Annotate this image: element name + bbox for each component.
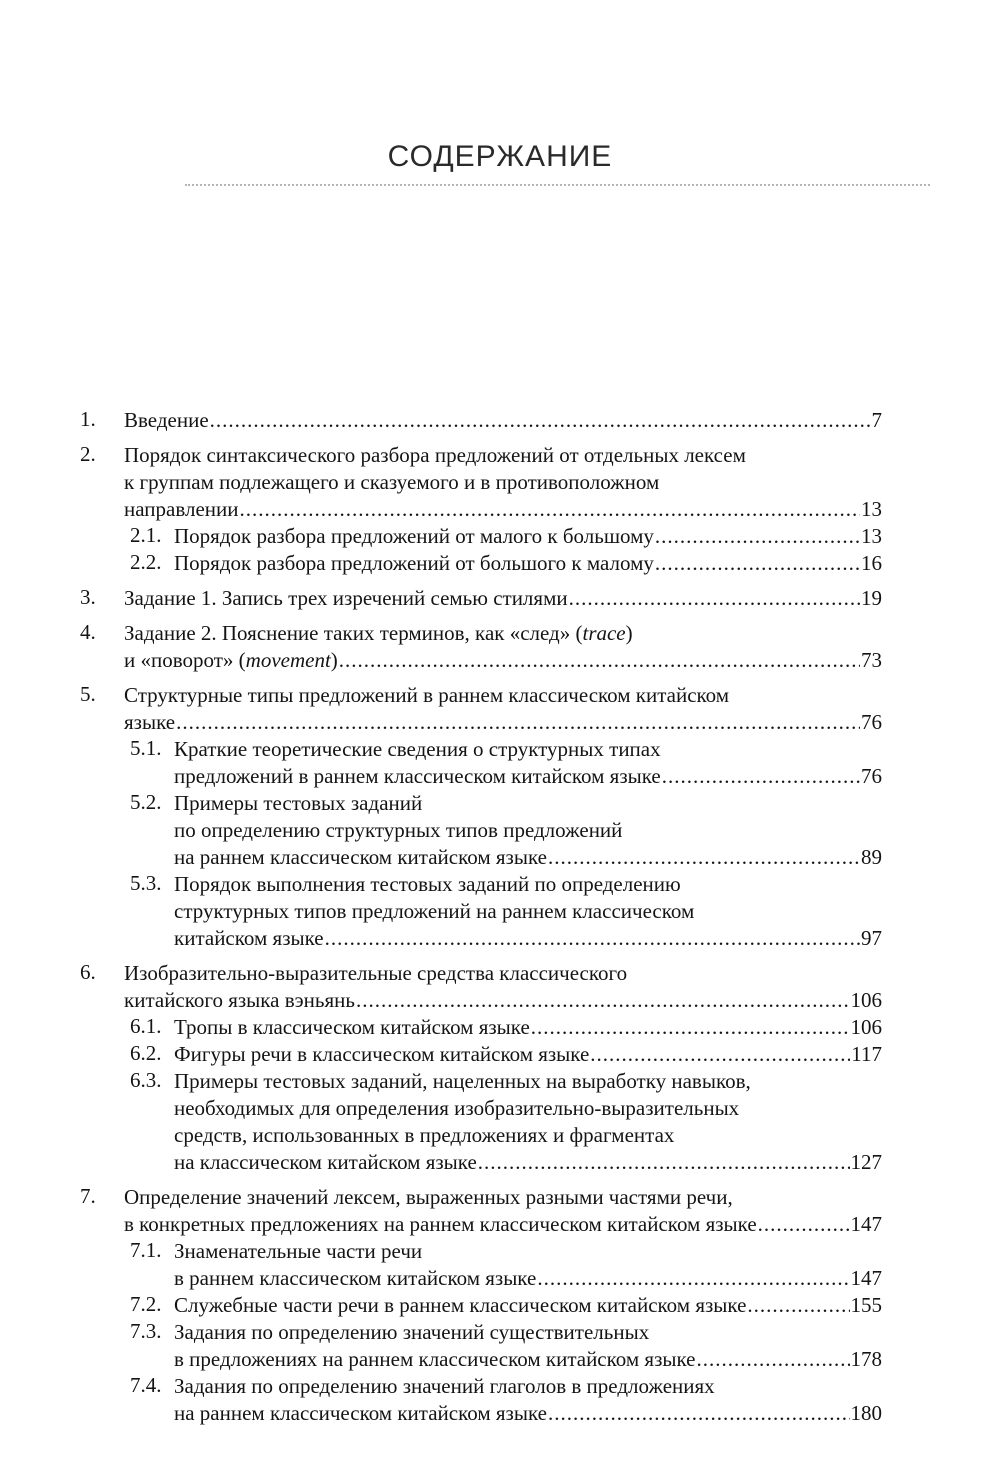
toc-title-line: в конкретных предложениях на раннем классическом китайском языке (124, 1212, 757, 1236)
toc-subentry-2-1 (130, 523, 882, 550)
dot-leader (210, 407, 871, 434)
toc-number: 3. (80, 585, 96, 609)
toc-page: 106 (850, 1015, 882, 1039)
dot-leader (339, 647, 860, 674)
toc-number: 2. (80, 442, 96, 466)
toc-subtitle-line: Краткие теоретические сведения о структурных типах (174, 737, 661, 761)
toc-subtitle-line: в предложениях на раннем классическом китайском языке (174, 1347, 696, 1371)
toc-subnumber: 5.3. (130, 871, 162, 895)
toc-subtitle-line: Задания по определению значений глаголов в предложениях (174, 1374, 715, 1398)
toc-page: 16 (861, 551, 882, 575)
toc-entry-6 (80, 960, 882, 1176)
title-divider (185, 184, 930, 186)
toc-subtitle-line: Примеры тестовых заданий (174, 791, 423, 815)
toc-number: 5. (80, 682, 96, 706)
toc-title: Задание 1. Запись трех изречений семью стилями (124, 586, 568, 610)
toc-page: 117 (851, 1042, 882, 1066)
toc-entry-2 (80, 442, 882, 577)
toc-entry-3 (80, 585, 882, 612)
toc-subentry-5-2 (130, 790, 882, 871)
toc-subnumber: 6.2. (130, 1041, 162, 1065)
dot-leader (662, 763, 860, 790)
toc-subtitle-line: на классическом китайском языке (174, 1150, 477, 1174)
term-trace: trace (582, 621, 626, 645)
toc-subtitle: Фигуры речи в классическом китайском языке (174, 1042, 590, 1066)
dot-leader (747, 1292, 849, 1319)
toc-page: 147 (850, 1266, 882, 1290)
toc-subtitle-line: предложений в раннем классическом китайском языке (174, 764, 661, 788)
toc-title-line: китайского языка вэньянь (124, 988, 355, 1012)
toc-subtitle-line: средств, использованных в предложениях и фрагментах (174, 1123, 675, 1147)
toc-subentry-7-2 (130, 1292, 882, 1319)
toc-subnumber: 5.1. (130, 736, 162, 760)
toc-page: 147 (850, 1212, 882, 1236)
toc-subtitle-line: на раннем классическом китайском языке (174, 1401, 547, 1425)
dot-leader (478, 1149, 850, 1176)
toc-subentry-5-3 (130, 871, 882, 952)
toc-page: 97 (861, 926, 882, 950)
toc-page: 19 (861, 586, 882, 610)
dot-leader (548, 1400, 850, 1427)
toc-subnumber: 7.4. (130, 1373, 162, 1397)
toc-subnumber: 5.2. (130, 790, 162, 814)
toc-subtitle: Порядок разбора предложений от малого к большому (174, 524, 654, 548)
toc-page: 155 (850, 1293, 882, 1317)
toc-subnumber: 2.2. (130, 550, 162, 574)
toc-entry-4 (80, 620, 882, 674)
dot-leader (176, 709, 860, 736)
toc-entry-5 (80, 682, 882, 952)
toc-subtitle: Порядок разбора предложений от большого к малому (174, 551, 654, 575)
dot-leader (655, 550, 860, 577)
toc-subtitle: Служебные части речи в раннем классическом китайском языке (174, 1293, 747, 1317)
toc-subentry-7-1 (130, 1238, 882, 1292)
toc-page: 13 (861, 497, 882, 521)
toc-title-line: направлении (124, 497, 239, 521)
toc-page: 13 (861, 524, 882, 548)
toc-subentry-7-3 (130, 1319, 882, 1373)
toc-number: 7. (80, 1184, 96, 1208)
toc-title-line: Задание 2. Пояснение таких терминов, как «след» (trace) (124, 621, 633, 645)
toc-title: Введение (124, 408, 209, 432)
toc-title-line: Порядок синтаксического разбора предложений от отдельных лексем (124, 443, 746, 467)
dot-leader (655, 523, 860, 550)
toc-page: 76 (861, 764, 882, 788)
dot-leader (758, 1211, 850, 1238)
toc-subentry-6-1 (130, 1014, 882, 1041)
toc-title-line: к группам подлежащего и сказуемого и в противоположном (124, 470, 660, 494)
toc-page: 106 (850, 988, 882, 1012)
toc-number: 1. (80, 407, 96, 431)
toc-subtitle-line: структурных типов предложений на раннем классическом (174, 899, 695, 923)
toc-page: 89 (861, 845, 882, 869)
toc-title-line: языке (124, 710, 176, 734)
toc-subnumber: 7.1. (130, 1238, 162, 1262)
toc-number: 4. (80, 620, 96, 644)
table-of-contents (80, 407, 882, 1427)
toc-title-line: Изобразительно-выразительные средства классического (124, 961, 628, 985)
term-movement: movement (245, 648, 331, 672)
toc-page: 76 (861, 710, 882, 734)
toc-subtitle-line: по определению структурных типов предложений (174, 818, 623, 842)
toc-subentry-6-2 (130, 1041, 882, 1068)
toc-subtitle-line: Примеры тестовых заданий, нацеленных на выработку навыков, (174, 1069, 751, 1093)
dot-leader (531, 1014, 850, 1041)
toc-title-line: Определение значений лексем, выраженных разными частями речи, (124, 1185, 733, 1209)
toc-page: 127 (850, 1150, 882, 1174)
dot-leader (325, 925, 860, 952)
toc-title-line: и «поворот» (movement) (124, 648, 338, 672)
dot-leader (240, 496, 861, 523)
toc-subentry-2-2 (130, 550, 882, 577)
toc-subentry-5-1 (130, 736, 882, 790)
toc-title-line: Структурные типы предложений в раннем классическом китайском (124, 683, 730, 707)
dot-leader (569, 585, 860, 612)
toc-subnumber: 7.2. (130, 1292, 162, 1316)
toc-page: 73 (861, 648, 882, 672)
toc-subtitle-line: в раннем классическом китайском языке (174, 1266, 537, 1290)
page-title: СОДЕРЖАНИЕ (387, 140, 613, 173)
toc-subnumber: 2.1. (130, 523, 162, 547)
toc-entry-1 (80, 407, 882, 434)
toc-subtitle-line: на раннем классическом китайском языке (174, 845, 547, 869)
toc-entry-7 (80, 1184, 882, 1427)
toc-subnumber: 6.1. (130, 1014, 162, 1038)
dot-leader (356, 987, 850, 1014)
toc-subentry-6-3 (130, 1068, 882, 1176)
toc-subnumber: 6.3. (130, 1068, 162, 1092)
toc-subtitle-line: Порядок выполнения тестовых заданий по определению (174, 872, 681, 896)
toc-page: 7 (871, 408, 882, 432)
dot-leader (696, 1346, 849, 1373)
toc-subentry-7-4 (130, 1373, 882, 1427)
toc-subnumber: 7.3. (130, 1319, 162, 1343)
toc-subtitle: Тропы в классическом китайском языке (174, 1015, 530, 1039)
toc-subtitle-line: необходимых для определения изобразительно-выразительных (174, 1096, 740, 1120)
toc-subtitle-line: Задания по определению значений существительных (174, 1320, 650, 1344)
toc-subtitle-line: Знаменательные части речи (174, 1239, 423, 1263)
dot-leader (548, 844, 860, 871)
dot-leader (537, 1265, 849, 1292)
dot-leader (590, 1041, 850, 1068)
toc-number: 6. (80, 960, 96, 984)
toc-subtitle-line: китайском языке (174, 926, 324, 950)
toc-page: 178 (850, 1347, 882, 1371)
toc-page: 180 (850, 1401, 882, 1425)
